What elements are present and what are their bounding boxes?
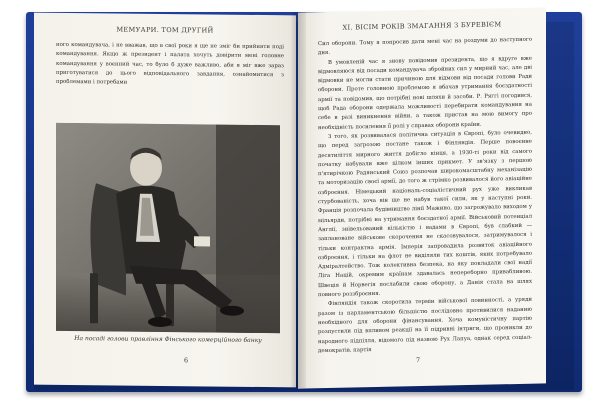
right-paragraph-4: Фінляндія також скоротила термін військової повинності, а уряди разом із парламентською більшістю послідовно противилися наданню необхідного для оборони фінансування. Хоча комуністичну партію розпустили під впливом реакції на її підривні інтриги, що проникли до народного підпілля, відомого під назвою Рух Лапуа, однак серед соціал-демократів, партія [318,297,532,354]
right-paragraph-2: В умовленій час я знову повідомив президента, що я вдруге вже відмовляюся від посади командувача збройних сил у мирний час, але дві відмовки не могли стати причиною для відмови від посади голови Ради оборони. Проте головною проблемою я вбачав утримання боєздатності армії та повідомив, що потрібні нові шляхи й засоби. Р. Ряггі погодився, щоб Рада оборони одержала можливості перебирати командування на себе в разі виникнення війни, а також пристав на мою вимогу про необхідність посилення її ролі у справах оборони країни. [318,55,532,131]
book-gutter [290,12,306,388]
right-paragraph-3: З того, як розвивалася політична ситуація в Європі, було очевидно, що перед загрозою постане також і Фінляндія. Перше повоєнне десятиліття мирного життя добігло кінця, а 1930-ті роки від самого початку набували вже цілком інших прикмет. У зв'язку з першою п'ятирічкою Радянський Союз розпочав широкомасштабну механізацію та моторизацію своєї армії, до того ж стрімко розвивалося його авіаційне озброєння. Німецький національ-соціалістичний рух уже викликав стурбованість, хоча він ще не набув такої сили, як у наступні роки. Франція розпочала будівництво лінії Мажино, що загрожувало виходом у мільярди, потрібні на утримання боєздатної армії. Військовий потенціал Англії, знівельований кількістю і вадами в Європі, був слабкий — заплановане військове скорочення не скасовувалося, затримувалося і тільки контрактна армія. Імперія запровадила розвиток авіаційного озброєння, і тільки на флот не виділяли тих коштів, яких потребувало Адміралтейство. Тож колективна безпека, на яку покладали свої надії Ліга Націй, окремим країнам здавалась непереборно привабливою. Швеція й Норвегія послабили свою оборону, а Данія стала на шлях повного роззброєння. [318,129,532,299]
page-number-right: 7 [416,356,421,365]
page-number-left: 6 [184,356,189,365]
left-page [34,13,296,388]
left-text-block [56,41,284,90]
right-text-block [318,36,532,357]
right-page [298,7,546,388]
seated-man-photo [56,123,280,333]
photo-caption: На посаді голови правління Фінського комерційного банку [74,335,262,345]
historical-photo [56,123,280,333]
right-paragraph-1: Сил оборони. Тому я попросив дати мені час на роздуми до наступного дня. [318,36,532,57]
running-head-left: МЕМУАРИ. ТОМ ДРУГИЙ [116,25,214,35]
running-head-right: XI. ВІСІМ РОКІВ ЗМАГАННЯ З БУРЕВІЄМ [342,20,502,32]
left-paragraph-1: ного командувача, і не вважав, що в свої роки я ще не зміг би прийняти поді командування. Якщо ж президент і палата хочуть довірити мені головне командування у воєнний час, то було б дуже важливо, аби я міг вже зараз приготуватися до цього відповідального завдання, ознайомитися з проблемами і потребами [56,41,284,86]
